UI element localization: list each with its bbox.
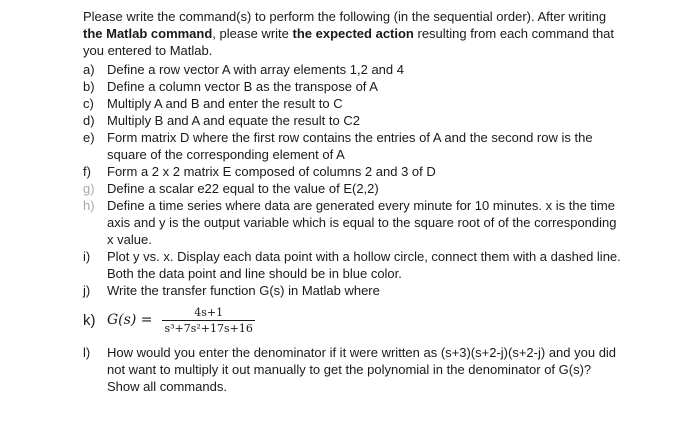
task-list: [83, 61, 623, 395]
task-text: Define a row vector A with array elements 1,2 and 4: [107, 62, 404, 77]
task-item-c: [83, 95, 623, 112]
task-item-l: [83, 344, 623, 395]
task-item-b: [83, 78, 623, 95]
task-text: Multiply A and B and enter the result to C: [107, 96, 343, 111]
instructions-paragraph: [83, 8, 623, 59]
task-item-i: [83, 248, 623, 282]
task-text: Plot y vs. x. Display each data point with a hollow circle, connect them with a dashed line. Both the data point and line should be in blue color.: [107, 249, 621, 281]
task-marker: i): [83, 249, 91, 264]
instructions-bold-matlab-command: the Matlab command: [83, 26, 213, 41]
formula-lhs: G(s) =: [107, 312, 153, 328]
formula-numerator: 4s+1: [194, 306, 224, 319]
task-text: How would you enter the denominator if it were written as (s+3)(s+2-j)(s+2-j) and you did not want to multiply it out manually to get the polynomial in the denominator of G(s)? Show all commands.: [107, 345, 617, 394]
task-marker: l): [83, 345, 91, 360]
instructions-text-2: , please write: [212, 26, 293, 41]
task-marker: g): [83, 181, 95, 196]
task-item-j: [83, 282, 623, 299]
task-text: Form matrix D where the first row contains the entries of A and the second row is the square of the corresponding element of A: [107, 130, 593, 162]
task-text: Define a column vector B as the transpose of A: [107, 79, 378, 94]
task-marker: j): [83, 283, 91, 298]
task-text: Form a 2 x 2 matrix E composed of columns 2 and 3 of D: [107, 164, 436, 179]
task-marker: k): [83, 312, 96, 329]
task-item-k: [83, 306, 623, 335]
task-text: Define a scalar e22 equal to the value of E(2,2): [107, 181, 379, 196]
task-item-h: [83, 197, 623, 248]
task-marker: f): [83, 164, 91, 179]
task-marker: e): [83, 130, 95, 145]
task-item-e: [83, 129, 623, 163]
formula-fraction: [162, 306, 254, 335]
task-text: Multiply B and A and equate the result to C2: [107, 113, 360, 128]
task-item-g: [83, 180, 623, 197]
task-item-a: [83, 61, 623, 78]
formula-denominator: s³+7s²+17s+16: [164, 322, 253, 335]
instructions-text-3: resulting from each command that you entered to Matlab.: [83, 26, 615, 58]
task-text: Define a time series where data are generated every minute for 10 minutes. x is the time axis and y is the output variable which is equal to the square root of of the corresponding x value.: [107, 198, 617, 247]
task-marker: d): [83, 113, 95, 128]
instructions-text-1: Please write the command(s) to perform the following (in the sequential order). After writing: [83, 9, 607, 24]
task-item-d: [83, 112, 623, 129]
transfer-function-formula: [107, 306, 255, 335]
task-text: Write the transfer function G(s) in Matlab where: [107, 283, 380, 298]
instructions-bold-expected-action: the expected action: [292, 26, 414, 41]
task-item-f: [83, 163, 623, 180]
task-marker: h): [83, 198, 95, 213]
task-marker: b): [83, 79, 95, 94]
task-marker: a): [83, 62, 95, 77]
question-document: [83, 8, 623, 395]
task-marker: c): [83, 96, 94, 111]
